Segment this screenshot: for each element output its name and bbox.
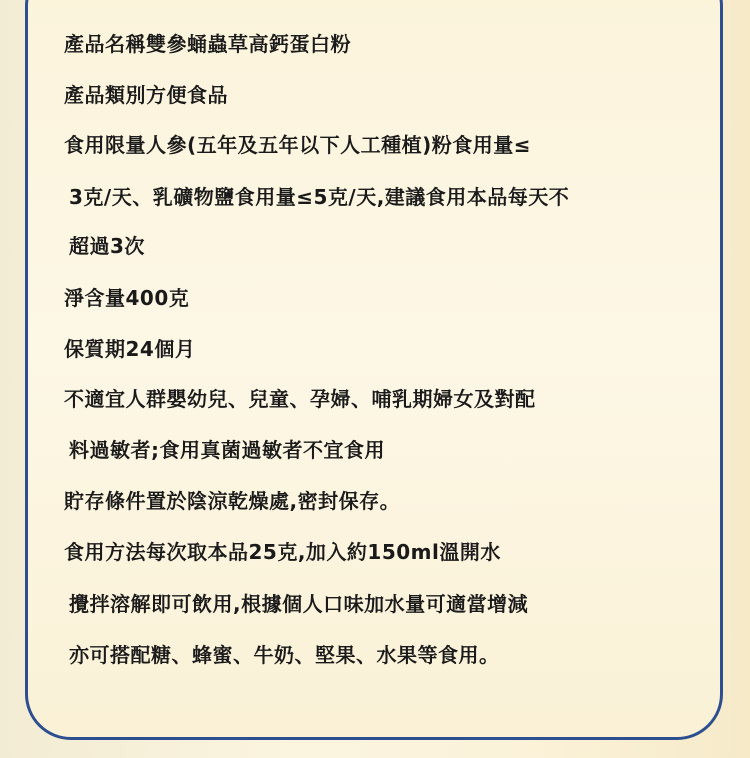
storage-line: 貯存條件置於陰涼乾燥處,密封保存。 [64,489,401,513]
unsuitable-groups-line: 不適宜人群嬰幼兒、兒童、孕婦、哺乳期婦女及對配 [64,387,536,411]
usage-line-3: 亦可搭配糖、蜂蜜、牛奶、堅果、水果等食用。 [69,643,500,667]
net-content-line: 淨含量400克 [64,286,190,310]
shelf-life-line: 保質期24個月 [64,337,196,361]
usage-line-2: 攪拌溶解即可飲用,根據個人口味加水量可適當增減 [69,592,529,616]
consumption-limit-line-2: 3克/天、乳礦物鹽食用量≤5克/天,建議食用本品每天不 [69,185,570,209]
info-card [25,0,723,740]
product-name-line: 產品名稱雙參蛹蟲草高鈣蛋白粉 [64,32,351,56]
product-category-line: 產品類別方便食品 [64,83,228,107]
usage-line: 食用方法每次取本品25克,加入約150ml溫開水 [64,540,501,564]
unsuitable-groups-line-2: 料過敏者;食用真菌過敏者不宜食用 [69,438,385,462]
consumption-limit-line: 食用限量人參(五年及五年以下人工種植)粉食用量≤ [64,133,532,157]
consumption-limit-line-3: 超過3次 [69,234,145,258]
